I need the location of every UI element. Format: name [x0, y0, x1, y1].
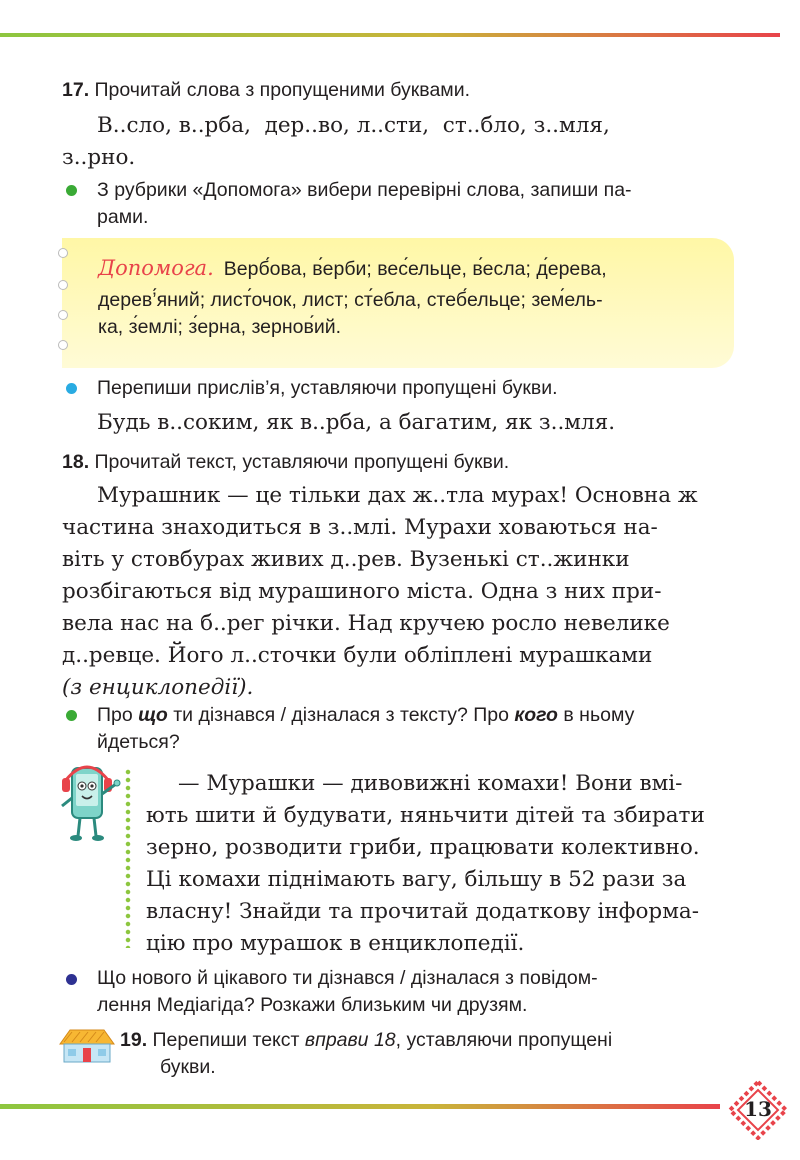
ex17-task-line1: З рубрики «Допомога» вибери перевірні слова, запиши па-	[97, 179, 632, 201]
help-content	[98, 255, 726, 283]
page-number-ornament	[728, 1080, 788, 1140]
ex18-number: 18.	[62, 451, 90, 473]
help-line1: Верб́ова, в́ерби; вес́ельце, в́есла; д́ерева,	[223, 258, 607, 280]
ex18-text-line: частина знаходиться в з..млі. Мурахи ховаються на-	[62, 515, 658, 540]
navy-bullet-icon	[66, 974, 77, 985]
media-text-line: цію про мурашок в енциклопедії.	[146, 931, 525, 956]
binder-ring-icon	[58, 248, 68, 258]
ex17-words-line2: з..рно.	[62, 145, 136, 170]
green-bullet-icon	[66, 185, 77, 196]
bottom-border-ornament	[0, 1100, 720, 1114]
ex17-instruction: Прочитай слова з пропущеними буквами.	[94, 79, 471, 101]
new-info-line2: лення Медіагіда? Розкажи близьким чи друзям.	[97, 994, 528, 1016]
ex18-text-line: Мурашник — це тільки дах ж..тла мурах! Основна ж	[97, 483, 698, 508]
media-text-line: ють шити й будувати, няньчити дітей та збирати	[146, 803, 705, 828]
ex19-reference: вправи 18	[304, 1029, 396, 1051]
help-title: Допомога.	[98, 256, 214, 280]
media-text-line: зерно, розводити гриби, працювати колективно.	[146, 835, 700, 860]
ex17-words-line1: В..сло, в..рба, дер..во, л..сти, ст..бло, з..мля,	[97, 113, 610, 138]
proverb-text: Будь в..соким, як в..рба, а багатим, як з..мля.	[97, 410, 616, 435]
question-keyword-whom: кого	[514, 704, 558, 726]
ex18-question-line2: йдеться?	[97, 731, 180, 753]
top-border-ornament	[0, 30, 780, 40]
green-bullet-icon	[66, 710, 77, 721]
media-text-line: — Мурашки — дивовижні комахи! Вони вмі-	[178, 771, 683, 796]
proverb-task: Перепиши прислів’я, уставляючи пропущені букви.	[97, 377, 558, 399]
help-line2: дерев’́яний; лист́очок, лист; ст́ебла, стеб́ельце; зем́ель-	[98, 289, 603, 311]
ex17-number: 17.	[62, 79, 90, 101]
ex18-text-line: д..ревце. Його л..сточки були обліплені мурашками	[62, 643, 653, 668]
ex17-task-line2: рами.	[97, 206, 149, 228]
ex18-heading	[62, 449, 509, 476]
binder-ring-icon	[58, 310, 68, 320]
media-text-line: власну! Знайди та прочитай додаткову інформа-	[146, 899, 700, 924]
media-guide-phone-icon	[54, 758, 124, 844]
ex18-source: (з енциклопедії).	[62, 675, 254, 700]
question-text: ти дізнався / дізналася з тексту? Про	[167, 704, 515, 726]
ex19-line2: букви.	[160, 1056, 216, 1078]
media-text-line: Ці комахи піднімають вагу, більшу в 52 рази за	[146, 867, 687, 892]
question-text: Про	[97, 704, 139, 726]
binder-ring-icon	[58, 280, 68, 290]
ex18-text-line: вела нас на б..рег річки. Над кручею росло невелике	[62, 611, 670, 636]
ex18-instruction: Прочитай текст, уставляючи пропущені букви.	[94, 451, 510, 473]
question-keyword-what: що	[138, 704, 168, 726]
binder-ring-icon	[58, 340, 68, 350]
new-info-line1: Що нового й цікавого ти дізнався / дізналася з повідом-	[97, 967, 598, 989]
ex19-text-part: Перепиши текст	[152, 1029, 305, 1051]
ex18-question	[97, 702, 634, 729]
ex17-heading	[62, 77, 470, 104]
ex19-text	[120, 1027, 612, 1054]
ex18-text-line: віть у стовбурах живих д..рев. Вузенькі ст..жинки	[62, 547, 630, 572]
help-line3: ка, з́емлі; з́ерна, зернов́ий.	[98, 316, 342, 338]
media-quote-dotted-line	[124, 768, 132, 948]
blue-bullet-icon	[66, 383, 77, 394]
house-icon	[58, 1028, 116, 1064]
ex18-text-line: розбігаються від мурашиного міста. Одна з них при-	[62, 579, 662, 604]
page-number: 13	[744, 1097, 772, 1121]
ex19-text-part: , уставляючи пропущені	[395, 1029, 613, 1051]
ex19-number: 19.	[120, 1029, 148, 1051]
question-text: в ньому	[557, 704, 635, 726]
